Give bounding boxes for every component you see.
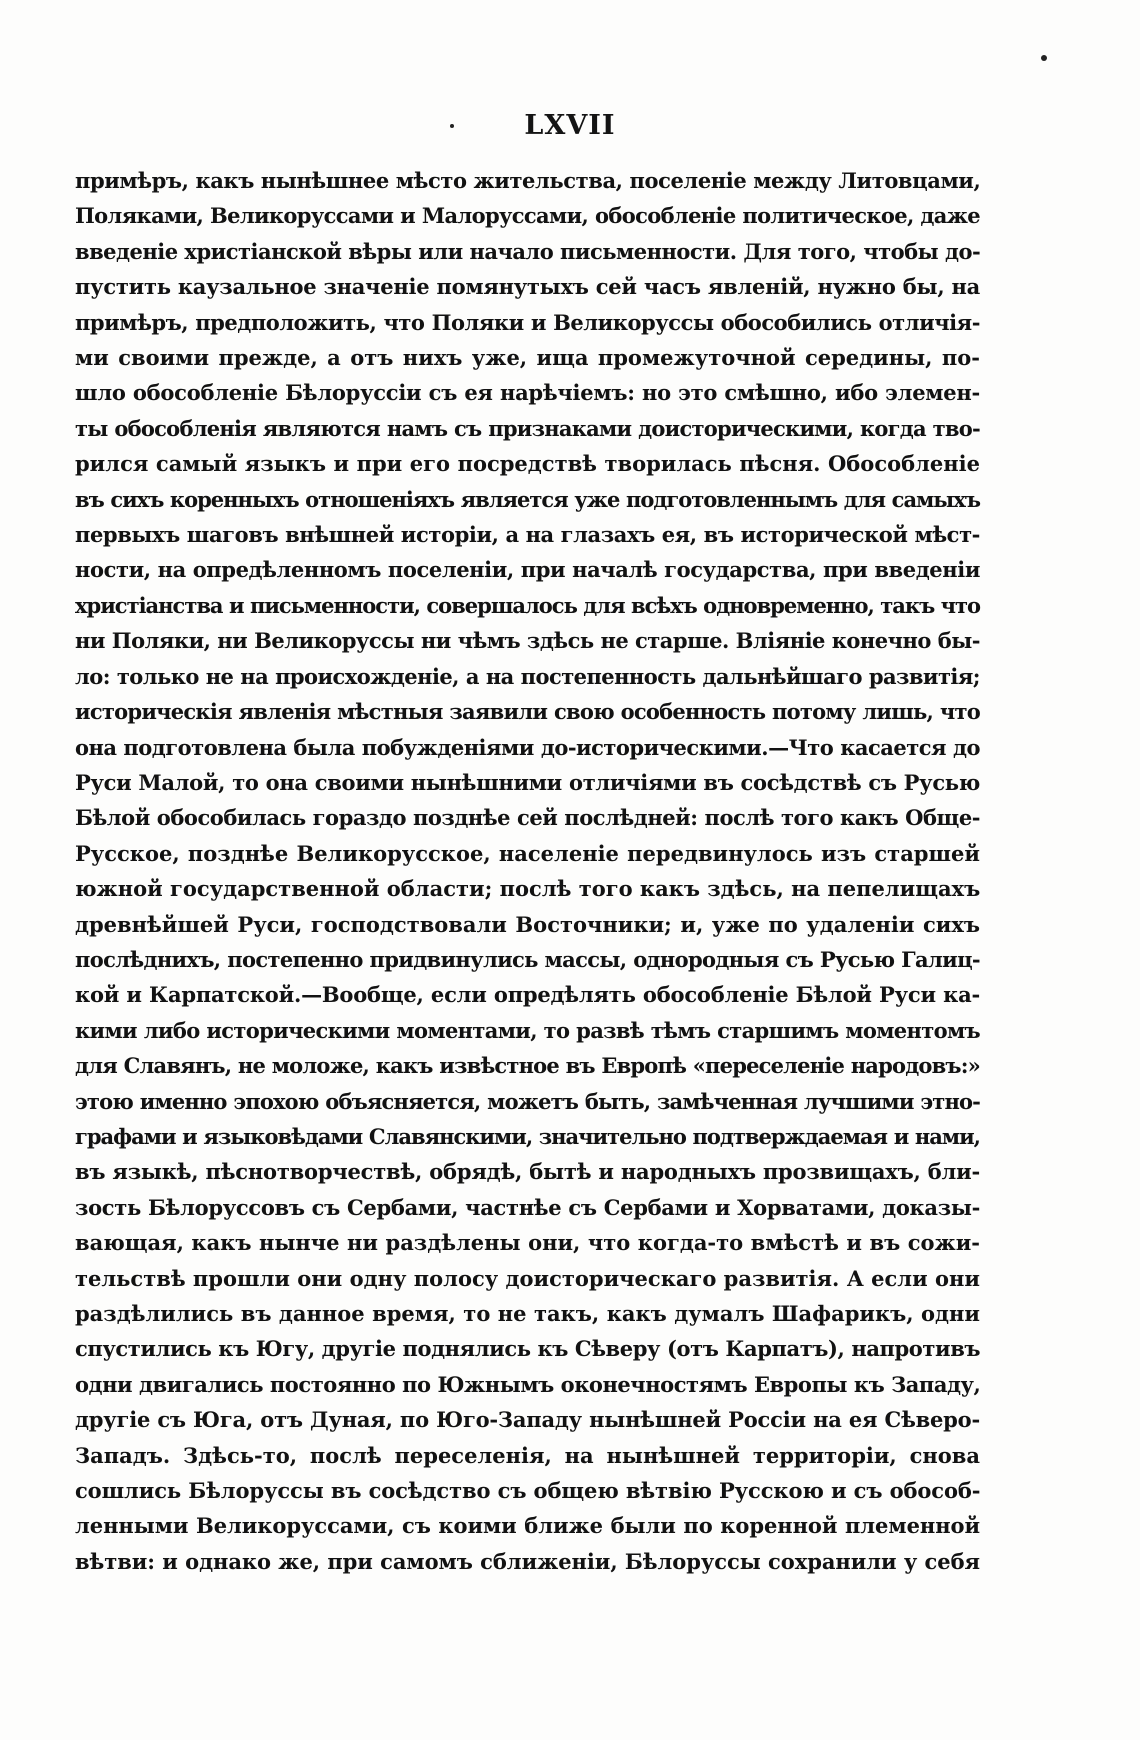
text-line: Руси Малой, то она своими нынѣшними отличіями въ сосѣдствѣ съ Русью xyxy=(75,769,980,795)
text-line: древнѣйшей Руси, господствовали Восточники; и, уже по удаленіи сихъ xyxy=(75,911,980,937)
text-line: рился самый языкъ и при его посредствѣ творилась пѣсня. Обособленіе xyxy=(75,451,980,477)
text-line: въ сихъ коренныхъ отношеніяхъ является уже подготовленнымъ для самыхъ xyxy=(75,486,980,512)
text-line: графами и языковѣдами Славянскими, значительно подтверждаемая и нами, xyxy=(75,1123,980,1149)
text-line: спустились къ Югу, другіе поднялись къ Сѣверу (отъ Карпатъ), напротивъ xyxy=(75,1336,981,1362)
text-line: ло: только не на происхожденіе, а на постепенность дальнѣйшаго развитія; xyxy=(75,663,980,689)
text-line: первыхъ шаговъ внѣшней исторіи, а на глазахъ ея, въ исторической мѣст- xyxy=(75,522,980,548)
text-line: Бѣлой обособилась гораздо позднѣе сей послѣдней: послѣ того какъ Обще- xyxy=(75,805,980,831)
text-line: Поляками, Великоруссами и Малоруссами, обособленіе политическое, даже xyxy=(75,203,980,229)
text-line: историческія явленія мѣстныя заявили свою особенность потому лишь, что xyxy=(75,699,980,725)
body-paragraph xyxy=(75,163,980,1579)
text-line: вающая, какъ нынче ни раздѣлены они, что когда-то вмѣстѣ и въ сожи- xyxy=(75,1230,980,1256)
page-number: LXVII xyxy=(524,110,616,141)
text-line: вѣтви: и однако же, при самомъ сближеніи, Бѣлоруссы сохранили у себя xyxy=(75,1548,980,1574)
text-line: сошлись Бѣлоруссы въ сосѣдство съ общею вѣтвію Русскою и съ обособ- xyxy=(75,1478,981,1504)
text-line: шло обособленіе Бѣлоруссіи съ ея нарѣчіемъ: но это смѣшно, ибо элемен- xyxy=(75,380,980,406)
text-line: этою именно эпохою объясняется, можетъ быть, замѣченная лучшими этно- xyxy=(75,1088,980,1114)
ink-speck xyxy=(1041,55,1047,61)
text-line: въ языкѣ, пѣснотворчествѣ, обрядѣ, бытѣ и народныхъ прозвищахъ, бли- xyxy=(75,1159,981,1185)
text-line: ленными Великоруссами, съ коими ближе были по коренной племенной xyxy=(75,1513,980,1539)
text-line: ми своими прежде, а отъ нихъ уже, ища промежуточной середины, по- xyxy=(75,345,980,371)
text-line: кими либо историческими моментами, то развѣ тѣмъ старшимъ моментомъ xyxy=(75,1017,980,1043)
text-line: она подготовлена была побужденіями до-историческими.—Что касается до xyxy=(75,734,980,760)
text-line: тельствѣ прошли они одну полосу доисторическаго развитія. А если они xyxy=(75,1265,980,1291)
text-line: Западъ. Здѣсь-то, послѣ переселенія, на нынѣшней территоріи, снова xyxy=(75,1442,980,1468)
text-line: раздѣлились въ данное время, то не такъ, какъ думалъ Шафарикъ, одни xyxy=(75,1301,980,1326)
text-line: примѣръ, предположить, что Поляки и Великоруссы обособились отличія- xyxy=(75,309,980,335)
text-line: примѣръ, какъ нынѣшнее мѣсто жительства, поселеніе между Литовцами, xyxy=(75,168,981,193)
text-line: другіе съ Юга, отъ Дуная, по Юго-Западу нынѣшней Россіи на ея Сѣверо- xyxy=(75,1407,980,1433)
text-line: послѣднихъ, постепенно придвинулись массы, однородныя съ Русью Галиц- xyxy=(75,946,980,972)
text-line: ни Поляки, ни Великоруссы ни чѣмъ здѣсь не старше. Вліяніе конечно бы- xyxy=(75,628,980,654)
text-line: ты обособленія являются намъ съ признаками доисторическими, когда тво- xyxy=(75,415,980,441)
text-line: христіанства и письменности, совершалось для всѣхъ одновременно, такъ что xyxy=(75,592,980,618)
text-line: введеніе христіанской вѣры или начало письменности. Для того, чтобы до- xyxy=(75,238,981,264)
text-line: Русское, позднѣе Великорусское, населеніе передвинулось изъ старшей xyxy=(75,840,980,866)
text-line: южной государственной области; послѣ того какъ здѣсь, на пепелищахъ xyxy=(75,876,981,902)
text-line: для Славянъ, не моложе, какъ извѣстное въ Европѣ «переселеніе народовъ:» xyxy=(75,1053,980,1079)
text-line: кой и Карпатской.—Вообще, если опредѣлять обособленіе Бѣлой Руси ка- xyxy=(75,982,980,1008)
text-line: одни двигались постоянно по Южнымъ оконечностямъ Европы къ Западу, xyxy=(75,1371,981,1397)
text-line: зость Бѣлоруссовъ съ Сербами, частнѣе съ Сербами и Хорватами, доказы- xyxy=(75,1194,980,1220)
text-line: пустить каузальное значеніе помянутыхъ сей часъ явленій, нужно бы, на xyxy=(75,274,980,300)
text-line: ности, на опредѣленномъ поселеніи, при началѣ государства, при введеніи xyxy=(75,557,980,583)
